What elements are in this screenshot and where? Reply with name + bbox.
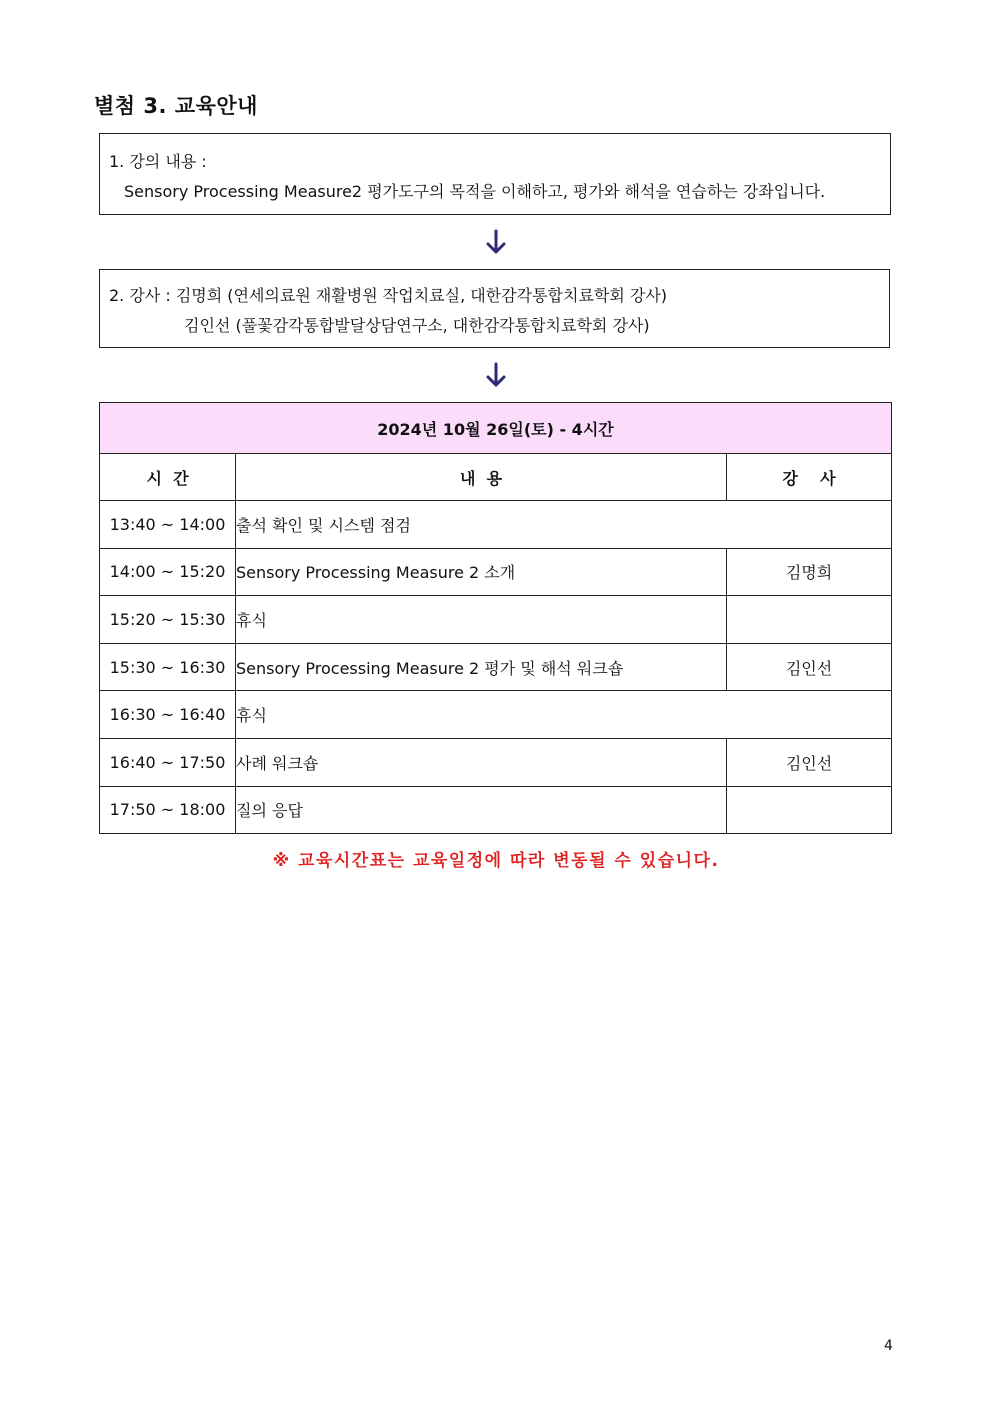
page-number: 4 [884,1338,893,1354]
row-content: 질의 응답 [236,786,727,834]
lecture-content-text: Sensory Processing Measure2 평가도구의 목적을 이해하고, 평가와 해석을 연습하는 강좌입니다. [124,182,826,201]
schedule-column-headers [100,454,892,501]
lecturer-box [99,269,890,348]
table-row [100,691,892,739]
table-row [100,738,892,786]
schedule-date-row [100,403,892,454]
row-lecturer [727,786,892,834]
table-row [100,501,892,549]
row-lecturer [727,596,892,644]
column-header-time: 시 간 [100,454,236,501]
row-lecturer: 김인선 [727,643,892,691]
table-row [100,548,892,596]
row-content: 휴식 [236,691,892,739]
table-row [100,643,892,691]
row-time: 16:40 ~ 17:50 [100,738,236,786]
schedule-table [99,402,892,834]
row-time: 13:40 ~ 14:00 [100,501,236,549]
row-content: 사례 워크숍 [236,738,727,786]
arrow-down-icon [484,361,508,389]
row-time: 14:00 ~ 15:20 [100,548,236,596]
page-title: 별첨 3. 교육안내 [94,94,258,118]
row-time: 15:30 ~ 16:30 [100,643,236,691]
lecture-content-label: 1. 강의 내용 : [109,152,207,171]
row-content: 출석 확인 및 시스템 점검 [236,501,892,549]
row-time: 15:20 ~ 15:30 [100,596,236,644]
row-time: 16:30 ~ 16:40 [100,691,236,739]
row-content: 휴식 [236,596,727,644]
arrow-down-icon [484,228,508,256]
lecture-content-box [99,133,891,215]
row-time: 17:50 ~ 18:00 [100,786,236,834]
schedule-date-header: 2024년 10월 26일(토) - 4시간 [100,403,892,454]
column-header-content: 내 용 [236,454,727,501]
table-row [100,596,892,644]
table-row [100,786,892,834]
row-lecturer: 김인선 [727,738,892,786]
row-content: Sensory Processing Measure 2 소개 [236,548,727,596]
row-content: Sensory Processing Measure 2 평가 및 해석 워크숍 [236,643,727,691]
schedule-change-note: ※ 교육시간표는 교육일정에 따라 변동될 수 있습니다. [272,851,720,871]
lecturer-line-1: 2. 강사 : 김명희 (연세의료원 재활병원 작업치료실, 대한감각통합치료학회 강사) [109,286,668,305]
lecturer-line-2: 김인선 (풀꽃감각통합발달상담연구소, 대한감각통합치료학회 강사) [184,316,650,335]
column-header-lecturer: 강 사 [727,454,892,501]
row-lecturer: 김명희 [727,548,892,596]
